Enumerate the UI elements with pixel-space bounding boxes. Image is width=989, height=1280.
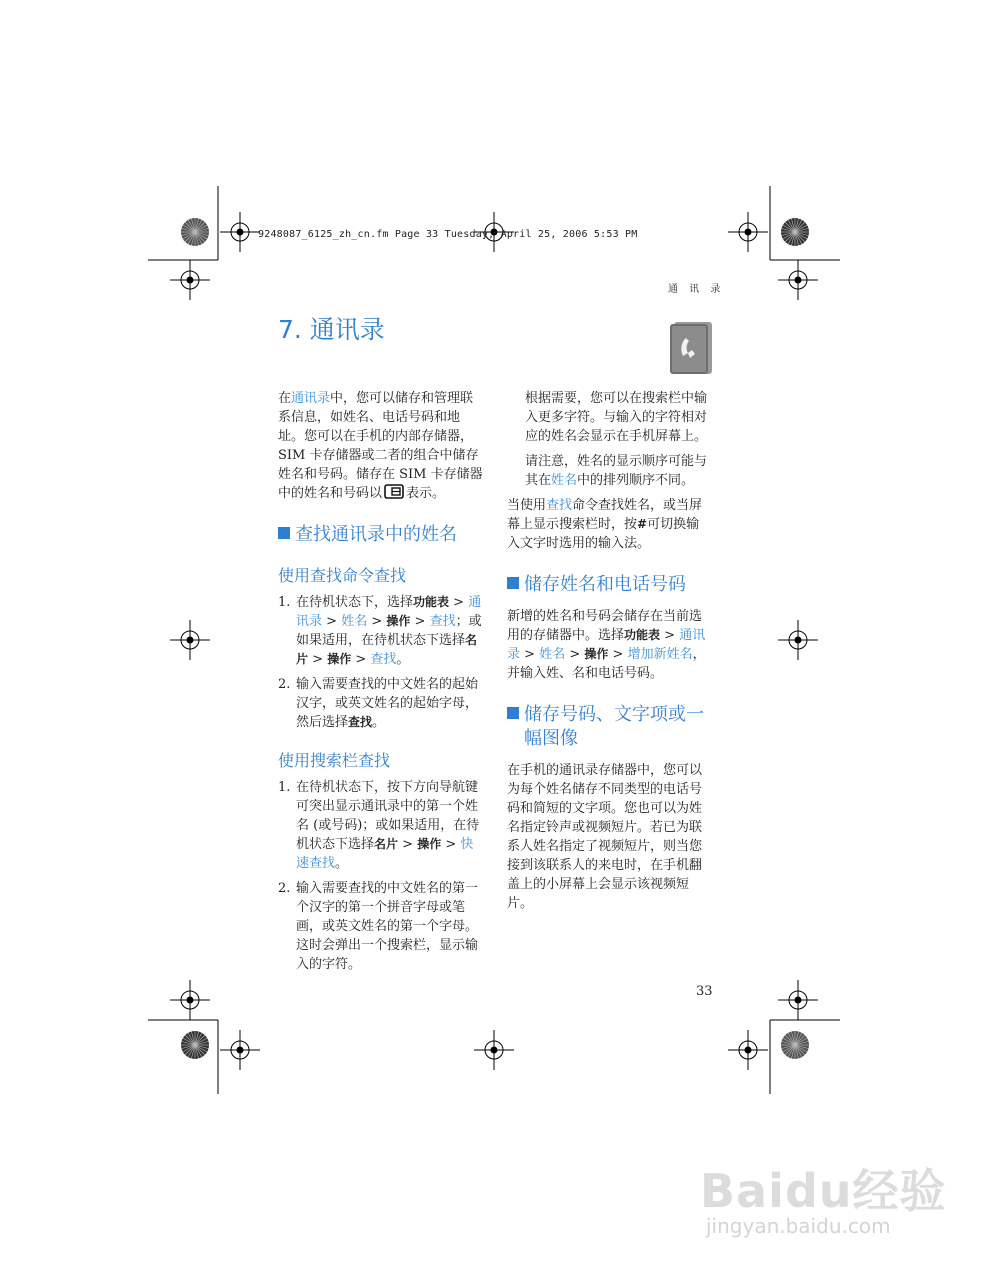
body-paragraph <box>507 607 712 683</box>
section-title: 储存姓名和电话号码 <box>524 574 686 595</box>
separator: > <box>565 647 585 662</box>
menu-link[interactable]: 查找 <box>546 498 573 513</box>
section-title: 储存号码、文字项或一幅图像 <box>524 704 704 749</box>
text: 当使用 <box>507 498 547 513</box>
key-term: # <box>637 517 648 531</box>
crosshair-mark <box>170 620 210 660</box>
square-bullet-icon <box>507 707 519 719</box>
menu-term: 操作 <box>417 837 442 851</box>
subsection-heading: 使用查找命令查找 <box>278 566 407 585</box>
crosshair-mark <box>778 260 818 300</box>
separator: > <box>608 647 628 662</box>
text: 可切换输入文字时选用的输入法。 <box>507 517 700 551</box>
text: 输入需要查找的中文姓名的第一个汉字的第一个拼音字母或笔画，或英文姓名的第一个字母。这时会弹出一个搜索栏，显示输入的字符。 <box>296 881 479 972</box>
page-number: 33 <box>696 984 713 999</box>
separator: > <box>308 652 328 667</box>
text: 中，您可以储存和管理联系信息，如姓名、电话号码和地址。您可以在手机的内部存储器，SIM 卡存储器或二者的组合中储存姓名和号码。储存在 SIM 卡存储器中的姓名和号码以 <box>278 391 483 501</box>
chapter-title: 7. 通讯录 <box>278 315 385 344</box>
contacts-book-icon <box>668 320 714 376</box>
menu-link[interactable]: 通讯录 <box>507 628 706 662</box>
step-number: 1. <box>278 595 291 610</box>
sunburst-mark <box>181 218 209 246</box>
menu-term: 操作 <box>327 652 352 666</box>
crosshair-mark <box>170 260 210 300</box>
separator: > <box>410 614 430 629</box>
sunburst-mark <box>781 218 809 246</box>
text: 。 <box>396 652 410 667</box>
crosshair-mark <box>220 1030 260 1070</box>
square-bullet-icon <box>278 527 290 539</box>
menu-term: 功能表 <box>413 595 450 609</box>
menu-term: 名片 <box>296 633 478 666</box>
list-item <box>278 593 483 669</box>
separator: > <box>441 837 461 852</box>
menu-term: 操作 <box>584 647 609 661</box>
body-paragraph <box>507 496 712 553</box>
steps-list <box>278 593 483 732</box>
menu-term: 查找 <box>348 715 373 729</box>
text: 在待机状态下，按下方向导航键可突出显示通讯录中的第一个姓名 (或号码)；或如果适用，在待机状态下选择 <box>296 780 480 852</box>
crosshair-mark <box>474 1030 514 1070</box>
separator: > <box>322 614 342 629</box>
text: 在待机状态下，选择 <box>296 595 414 610</box>
separator: > <box>520 647 540 662</box>
menu-link[interactable]: 查找 <box>429 614 456 629</box>
right-column <box>507 389 712 919</box>
section-heading <box>507 573 712 597</box>
subsection-heading: 使用搜索栏查找 <box>278 751 391 770</box>
separator: > <box>367 614 387 629</box>
crosshair-mark <box>778 980 818 1020</box>
sunburst-mark <box>181 1031 209 1059</box>
text: 表示。 <box>406 486 446 501</box>
separator: > <box>449 595 469 610</box>
text: ；或如果适用，在待机状态下选择 <box>296 614 482 648</box>
text: 请注意，姓名的显示顺序可能与其在 <box>525 454 708 488</box>
step-number: 2. <box>278 881 291 896</box>
watermark-logo: Baidu经验 <box>700 1164 947 1218</box>
step-number: 1. <box>278 780 291 795</box>
menu-link[interactable]: 姓名 <box>341 614 368 629</box>
crosshair-mark <box>728 212 768 252</box>
contacts-link[interactable]: 通讯录 <box>291 391 331 406</box>
body-paragraph: 在手机的通讯录存储器中，您可以为每个姓名储存不同类型的电话号码和简短的文字项。您也可以为姓名指定铃声或视频短片。若已为联系人姓名指定了视频短片，则当您接到该联系人的来电时，在手机翻盖上的小屏幕上会显示该视频短片。 <box>507 763 703 911</box>
list-item <box>278 778 483 873</box>
separator: > <box>398 837 418 852</box>
separator: > <box>660 628 680 643</box>
crosshair-mark <box>220 212 260 252</box>
text: ，并输入姓、名和电话号码。 <box>507 647 706 681</box>
text: 输入需要查找的中文姓名的起始汉字，或英文姓名的起始字母，然后选择 <box>296 677 479 730</box>
menu-link[interactable]: 通讯录 <box>296 595 482 629</box>
square-bullet-icon <box>507 577 519 589</box>
menu-term: 名片 <box>374 837 399 851</box>
continued-paragraph: 根据需要，您可以在搜索栏中输入更多字符。与输入的字符相对应的姓名会显示在手机屏幕上。 <box>525 391 708 444</box>
section-heading <box>278 523 483 547</box>
text: 命令查找姓名，或当屏幕上显示搜索栏时，按 <box>507 498 703 532</box>
file-info: 9248087_6125_zh_cn.fm Page 33 Tuesday, April 25, 2006 5:53 PM <box>258 229 638 240</box>
menu-link[interactable]: 增加新姓名 <box>627 647 693 662</box>
intro-paragraph <box>278 389 483 503</box>
steps-list <box>278 778 483 974</box>
separator: > <box>351 652 371 667</box>
watermark-url: jingyan.baidu.com <box>706 1214 891 1238</box>
section-heading <box>507 703 712 751</box>
menu-link[interactable]: 查找 <box>370 652 397 667</box>
text: 新增的姓名和号码会储存在当前选用的存储器中。选择 <box>507 609 703 643</box>
list-item <box>278 879 483 974</box>
crosshair-mark <box>170 980 210 1020</box>
step-number: 2. <box>278 677 291 692</box>
menu-link[interactable]: 姓名 <box>539 647 566 662</box>
menu-link[interactable]: 姓名 <box>551 473 578 488</box>
text: 在 <box>278 391 292 406</box>
menu-link[interactable]: 快速查找 <box>296 837 474 871</box>
running-head: 通 讯 录 <box>668 284 725 295</box>
menu-term: 操作 <box>386 614 411 628</box>
text: 。 <box>335 856 349 871</box>
section-title: 查找通讯录中的姓名 <box>295 524 457 545</box>
sunburst-mark <box>781 1031 809 1059</box>
text: 中的排列顺序不同。 <box>577 473 695 488</box>
text: 。 <box>372 715 386 730</box>
crosshair-mark <box>778 620 818 660</box>
list-item <box>278 675 483 732</box>
sim-card-icon <box>384 484 404 499</box>
left-column <box>278 389 483 980</box>
menu-term: 功能表 <box>624 628 661 642</box>
crosshair-mark <box>728 1030 768 1070</box>
note-paragraph <box>507 452 712 490</box>
